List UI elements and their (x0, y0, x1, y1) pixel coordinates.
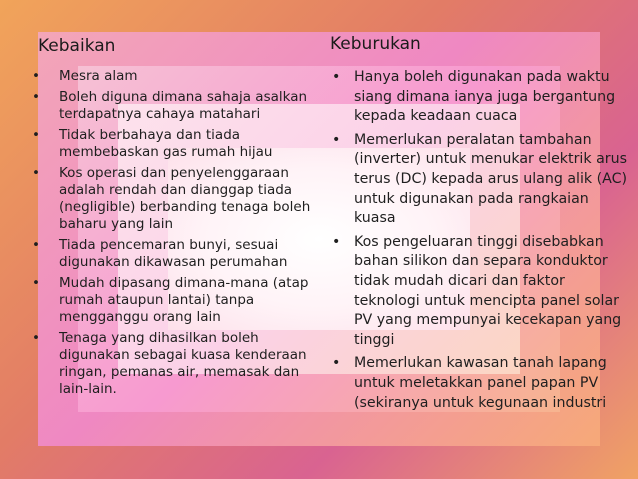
bullet-icon: • (32, 275, 40, 291)
bullet-icon: • (32, 237, 40, 253)
advantages-column (32, 36, 320, 402)
list-item (32, 127, 320, 161)
bullet-icon: • (32, 68, 40, 84)
list-item-text: Memerlukan peralatan tambahan (inverter) untuk menukar elektrik arus terus (DC) kepada arus ulang alik (AC) untuk digunakan pada rangkaian kuasa (354, 131, 628, 227)
list-item (32, 89, 320, 123)
bullet-icon: • (32, 127, 40, 143)
disadvantages-column (330, 34, 630, 417)
disadvantages-list (330, 68, 630, 413)
bullet-icon: • (32, 89, 40, 105)
bullet-icon: • (332, 233, 341, 250)
list-item (330, 354, 630, 413)
list-item-text: Mudah dipasang dimana-mana (atap rumah ataupun lantai) tanpa mengganggu orang lain (59, 275, 309, 325)
list-item (330, 131, 630, 229)
list-item-text: Boleh diguna dimana sahaja asalkan terdapatnya cahaya matahari (59, 89, 308, 122)
list-item-text: Mesra alam (59, 68, 138, 84)
list-item (32, 165, 320, 233)
list-item (32, 275, 320, 326)
list-item-text: Hanya boleh digunakan pada waktu siang dimana ianya juga bergantung kepada keadaan cuaca (354, 69, 616, 125)
list-item (32, 237, 320, 271)
bullet-icon: • (32, 165, 40, 181)
bullet-icon: • (332, 355, 341, 372)
disadvantages-heading: Keburukan (330, 34, 421, 54)
bullet-icon: • (332, 69, 341, 85)
list-item-text: Tidak berbahaya dan tiada membebaskan gas rumah hijau (59, 127, 273, 160)
list-item (32, 330, 320, 398)
list-item-text: Tenaga yang dihasilkan boleh digunakan sebagai kuasa kenderaan ringan, pemanas air, memasak dan lain-lain. (59, 330, 307, 397)
list-item-text: Kos pengeluaran tinggi disebabkan bahan silikon dan separa konduktor tidak mudah dicari dan faktor teknologi untuk mencipta panel solar PV yang mempunyai kecekapan yang tinggi (354, 233, 622, 348)
bullet-icon: • (332, 131, 341, 148)
advantages-heading: Kebaikan (38, 36, 116, 56)
list-item (330, 68, 630, 127)
list-item-text: Tiada pencemaran bunyi, sesuai digunakan dikawasan perumahan (59, 237, 288, 270)
list-item (330, 233, 630, 351)
advantages-list (32, 68, 320, 398)
list-item-text: Memerlukan kawasan tanah lapang untuk meletakkan panel papan PV (sekiranya untuk kegunaan industri (354, 355, 607, 411)
list-item-text: Kos operasi dan penyelenggaraan adalah rendah dan dianggap tiada (negligible) berbanding tenaga boleh baharu yang lain (59, 165, 311, 232)
list-item (32, 68, 320, 85)
bullet-icon: • (32, 330, 40, 346)
